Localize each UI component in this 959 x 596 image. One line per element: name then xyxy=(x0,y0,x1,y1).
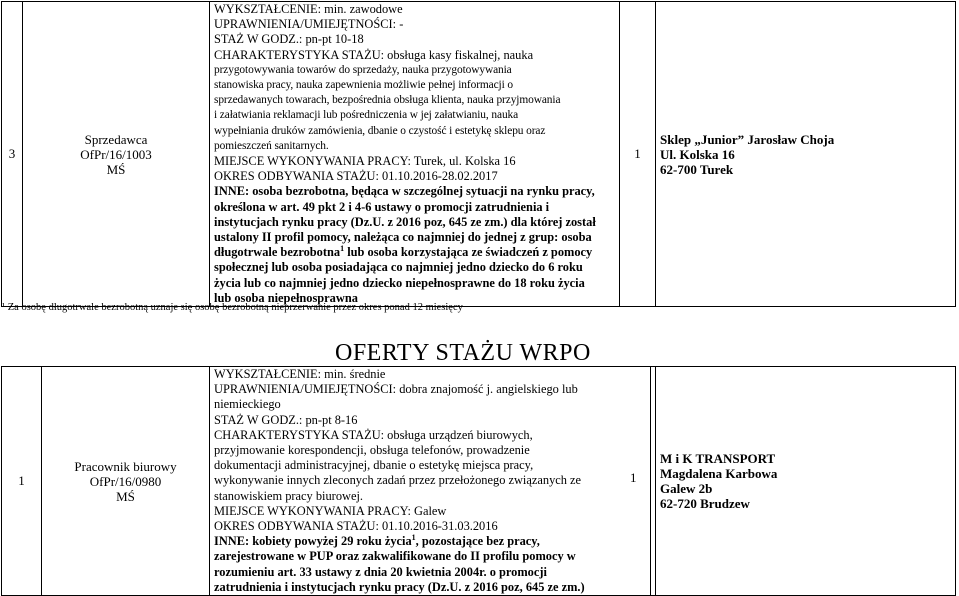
offer-number-value: 1 xyxy=(18,473,25,489)
other-requirements: INNE: osoba bezrobotna, będąca w szczególnej sytuacji na rynku pracy, xyxy=(214,184,595,199)
other-requirements-line: życia lub co najmniej jedno dziecko niepełnosprawne do 18 roku życia xyxy=(214,275,585,290)
period: OKRES ODBYWANIA STAŻU: 01.10.2016-31.03.2016 xyxy=(214,519,498,534)
characteristics: CHARAKTERYSTYKA STAŻU: obsługa urządzeń biurowych, xyxy=(214,427,533,442)
qualifications: UPRAWNIENIA/UMIEJĘTNOŚCI: - xyxy=(214,17,404,32)
characteristics-line: dokumentacji administracyjnej, dbanie o estetykę miejsca pracy, xyxy=(214,458,534,473)
employer-cell xyxy=(656,2,956,307)
text-segment: lub osoba korzystająca ze świadczeń z pomocy xyxy=(344,245,593,260)
office-code: MŚ xyxy=(106,161,126,177)
hours: STAŻ W GODZ.: pn-pt 8-16 xyxy=(214,412,358,427)
offer-number xyxy=(2,367,42,596)
characteristics-line: wykonywanie innych zleconych zadań przez przełożonego związanych ze xyxy=(214,473,582,488)
employer-name: M i K TRANSPORT xyxy=(660,451,776,467)
qualifications-line: niemieckiego xyxy=(214,397,281,412)
position-cell xyxy=(23,2,210,307)
other-requirements-line: społecznej lub osoba posiadająca co najmniej jedno dziecko do 6 roku xyxy=(214,260,583,275)
position-title: Sprzedawca xyxy=(84,131,148,147)
employer-city: 62-720 Brudzew xyxy=(660,496,750,512)
characteristics-line: sprzedawanych towarach, bezpośrednia obsługa klienta, nauka przyjmowania xyxy=(214,94,561,107)
table-row xyxy=(2,367,956,596)
other-requirements-line: rozumieniu art. 33 ustawy z dnia 20 kwietnia 2004r. o promocji xyxy=(214,564,547,579)
employer-person: Magdalena Karbowa xyxy=(660,466,778,482)
footnote: ¹ Za osobę długotrwale bezrobotną uznaje się osobę bezrobotną nieprzerwanie przez okres ponad 12 miesięcy xyxy=(2,302,463,313)
education: WYKSZTAŁCENIE: min. zawodowe xyxy=(214,2,403,16)
office-code: MŚ xyxy=(116,488,135,504)
characteristics-line: stanowiska pracy, nauka zapewnienia możliwie pełnej informacji o xyxy=(214,79,514,92)
employer-name: Sklep „Junior” Jarosław Choja xyxy=(660,131,835,147)
hours: STAŻ W GODZ.: pn-pt 10-18 xyxy=(214,32,364,47)
characteristics-line: przygotowywania towarów do sprzedaży, nauka przygotowywania xyxy=(214,63,512,76)
footnote-ref: 1 xyxy=(411,533,416,543)
period: OKRES ODBYWANIA STAŻU: 01.10.2016-28.02.2017 xyxy=(214,169,498,184)
education: WYKSZTAŁCENIE: min. średnie xyxy=(214,367,386,381)
employer-street: Ul. Kolska 16 xyxy=(660,146,735,162)
text-segment: , pozostające bez pracy, xyxy=(415,534,540,549)
description-cell xyxy=(210,367,651,596)
position-title: Pracownik biurowy xyxy=(74,458,177,474)
characteristics-line: przyjmowanie korespondencji, obsługa telefonów, prowadzenie xyxy=(214,443,530,458)
employer-cell xyxy=(656,367,956,596)
characteristics-line: stanowiskiem pracy biurowej. xyxy=(214,488,363,503)
offers-table-2 xyxy=(1,366,956,596)
offer-code: OfPr/16/1003 xyxy=(80,146,152,162)
section-header: OFERTY STAŻU WRPO xyxy=(335,340,591,366)
qualifications: UPRAWNIENIA/UMIEJĘTNOŚCI: dobra znajomość j. angielskiego lub xyxy=(214,382,578,397)
employer-street: Galew 2b xyxy=(660,481,713,497)
description-cell xyxy=(210,2,620,307)
offer-number-value: 3 xyxy=(8,146,16,162)
other-requirements-line: ustalony II profil pomocy, należąca co najmniej do jednej z grup: osoba xyxy=(214,230,592,245)
workplace: MIEJSCE WYKONYWANIA PRACY: Turek, ul. Kolska 16 xyxy=(214,154,516,169)
offer-number xyxy=(2,2,23,307)
count-cell xyxy=(620,2,656,307)
characteristics-line: i załatwiania reklamacji lub pośredniczenia w jej załatwianiu, nauka xyxy=(214,109,519,122)
text-segment: INNE: kobiety powyżej 29 roku życia xyxy=(214,534,412,549)
characteristics: CHARAKTERYSTYKA STAŻU: obsługa kasy fiskalnej, nauka xyxy=(214,47,534,62)
employer-city: 62-700 Turek xyxy=(660,161,734,177)
workplace: MIEJSCE WYKONYWANIA PRACY: Galew xyxy=(214,503,447,518)
position-cell xyxy=(42,367,210,596)
table-row xyxy=(2,2,956,307)
footnote-ref: 1 xyxy=(340,244,345,254)
offer-code: OfPr/16/0980 xyxy=(89,473,162,489)
other-requirements-line: określona w art. 49 pkt 2 i 4-6 ustawy o promocji zatrudnienia i xyxy=(214,199,550,214)
text-segment: długotrwale bezrobotna xyxy=(214,245,341,260)
other-requirements-line: instytucjach rynku pracy (Dz.U. z 2016 poz, 645 ze zm.) dla której został xyxy=(214,214,596,229)
offers-table-1 xyxy=(1,1,956,307)
characteristics-line: wypełniania druków zamówienia, dbanie o czystość i estetykę sklepu oraz xyxy=(214,124,546,137)
characteristics-line: pomieszczeń sanitarnych. xyxy=(214,139,329,152)
other-requirements-line: lub osoba niepełnosprawna xyxy=(214,290,358,305)
count-value: 1 xyxy=(630,470,637,485)
count-value: 1 xyxy=(634,146,641,162)
other-requirements-line: zatrudnienia i instytucjach rynku pracy (Dz.U. z 2016 poz, 645 ze zm.) xyxy=(214,579,585,594)
other-requirements xyxy=(214,534,647,549)
other-requirements-line xyxy=(214,245,616,260)
other-requirements-line: zarejestrowane w PUP oraz zakwalifikowane do II profilu pomocy w xyxy=(214,549,576,564)
